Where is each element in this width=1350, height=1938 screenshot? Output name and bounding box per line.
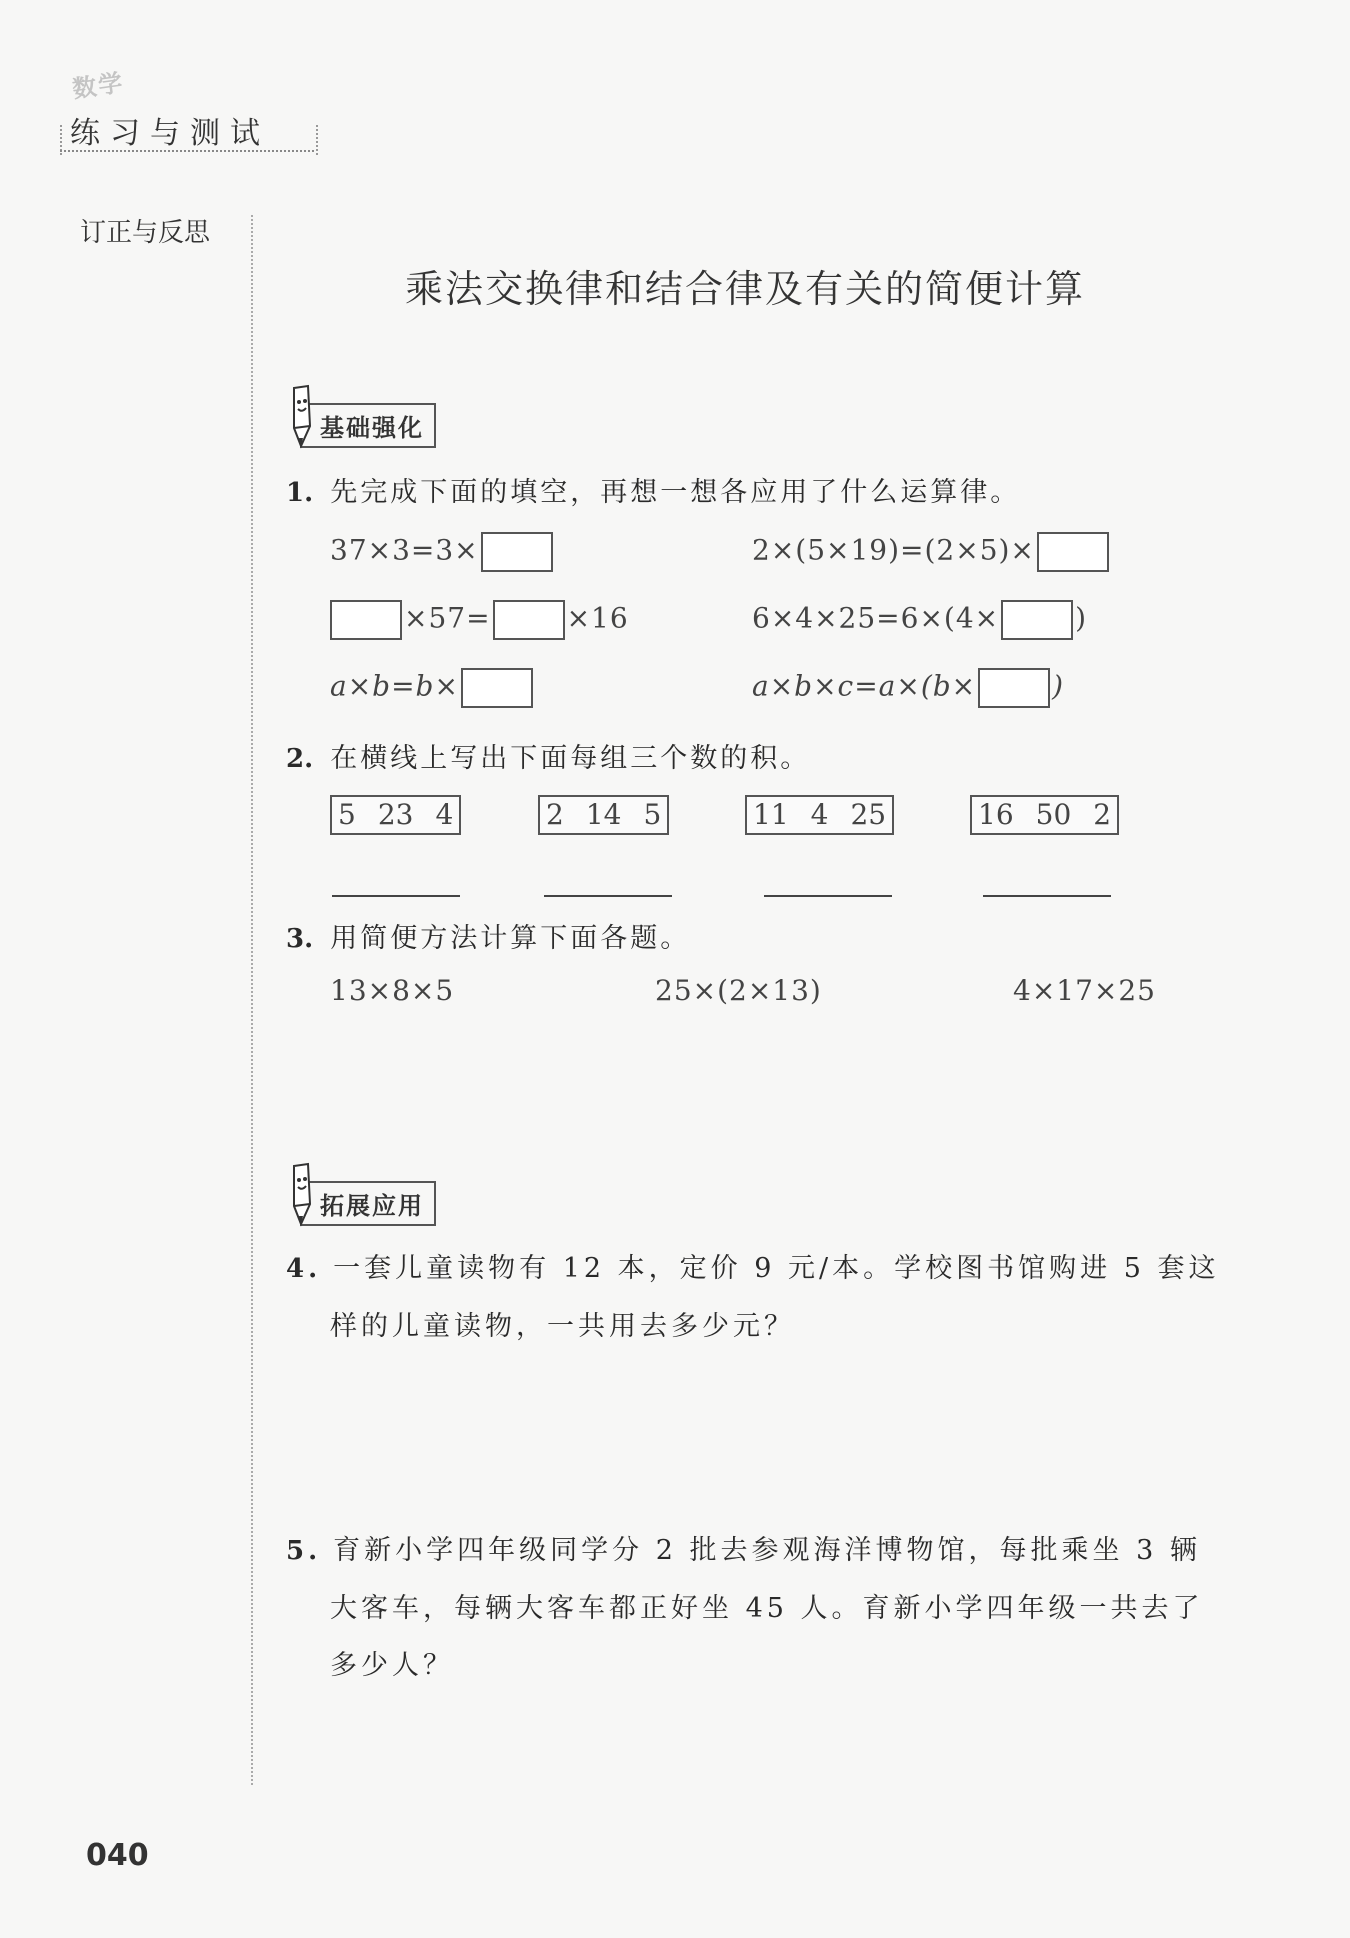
answer-box[interactable] [1001, 600, 1073, 640]
answer-box[interactable] [493, 600, 565, 640]
question-text: 先完成下面的填空，再想一想各应用了什么运算律。 [330, 477, 1021, 508]
section-badge-basic [288, 382, 436, 448]
question-text: 在横线上写出下面每组三个数的积。 [330, 743, 811, 774]
answer-line[interactable] [332, 895, 460, 897]
question-5 [286, 1522, 1246, 1694]
pencil-icon [288, 1160, 310, 1226]
question-4 [286, 1240, 1246, 1355]
expression: ) [1075, 601, 1088, 635]
answer-line[interactable] [764, 895, 892, 897]
q1-item-b [752, 532, 1111, 572]
header-divider [60, 150, 314, 152]
question-text: 大客车，每辆大客车都正好坐 45 人。育新小学四年级一共去了 [330, 1593, 1204, 1624]
margin-divider [251, 215, 253, 1785]
question-number: 3. [286, 924, 314, 954]
answer-box[interactable] [481, 532, 553, 572]
answer-box[interactable] [461, 668, 533, 708]
subject-label: 数学 [70, 68, 127, 104]
question-text: 样的儿童读物，一共用去多少元？ [330, 1311, 795, 1342]
question-text: 多少人？ [330, 1650, 454, 1681]
number-group [330, 795, 461, 835]
expression: 37×3=3× [330, 533, 479, 567]
expression: 6×4×25=6×(4× [752, 601, 1000, 635]
expression: a×b×c=a×(b× [752, 669, 977, 703]
expression: 2×(5×19)=(2×5)× [752, 533, 1035, 567]
page-number: 040 [86, 1838, 149, 1873]
series-title: 练习与测试 [70, 116, 270, 151]
group-number: 25 [850, 798, 887, 831]
group-number: 11 [753, 798, 789, 831]
number-group [970, 795, 1119, 835]
group-number: 4 [435, 798, 454, 831]
answer-line[interactable] [983, 895, 1111, 897]
margin-label: 订正与反思 [80, 218, 211, 248]
q3-expression: 25×(2×13) [655, 974, 822, 1007]
group-number: 16 [978, 798, 1014, 831]
question-1 [286, 470, 1020, 509]
section-badge-extended [288, 1160, 436, 1226]
question-number: 1. [286, 478, 314, 508]
group-number: 5 [643, 798, 662, 831]
expression: ) [1052, 669, 1065, 703]
group-number: 2 [1093, 798, 1112, 831]
expression: ×57= [404, 601, 491, 635]
q1-item-f [752, 668, 1064, 708]
q1-item-a [330, 532, 555, 572]
question-text: 用简便方法计算下面各题。 [330, 923, 691, 954]
answer-box[interactable] [978, 668, 1050, 708]
number-group [538, 795, 669, 835]
group-number: 5 [338, 798, 356, 831]
answer-box[interactable] [330, 600, 402, 640]
q1-item-d [752, 600, 1087, 640]
expression: a×b=b× [330, 669, 459, 703]
group-number: 4 [810, 798, 829, 831]
lesson-title: 乘法交换律和结合律及有关的简便计算 [404, 267, 1085, 311]
question-number: 2. [286, 744, 314, 774]
group-number: 50 [1035, 798, 1072, 831]
question-number: 5. [286, 1536, 322, 1566]
question-text: 一套儿童读物有 12 本，定价 9 元/本。学校图书馆购进 5 套这 [333, 1253, 1220, 1284]
q1-item-c [330, 600, 629, 640]
section-label: 基础强化 [300, 403, 436, 448]
answer-line[interactable] [544, 895, 672, 897]
group-number: 14 [585, 798, 622, 831]
section-label: 拓展应用 [300, 1181, 436, 1226]
answer-box[interactable] [1037, 532, 1109, 572]
question-number: 4. [286, 1254, 322, 1284]
q3-expression: 4×17×25 [1013, 974, 1156, 1007]
group-number: 2 [546, 798, 564, 831]
question-text: 育新小学四年级同学分 2 批去参观海洋博物馆，每批乘坐 3 辆 [333, 1535, 1201, 1566]
number-group [745, 795, 894, 835]
q1-item-e [330, 668, 535, 708]
question-3 [286, 916, 690, 955]
expression: ×16 [566, 601, 629, 635]
q3-expression: 13×8×5 [330, 974, 455, 1007]
group-number: 23 [377, 798, 414, 831]
pencil-icon [288, 382, 310, 448]
question-2 [286, 736, 810, 775]
